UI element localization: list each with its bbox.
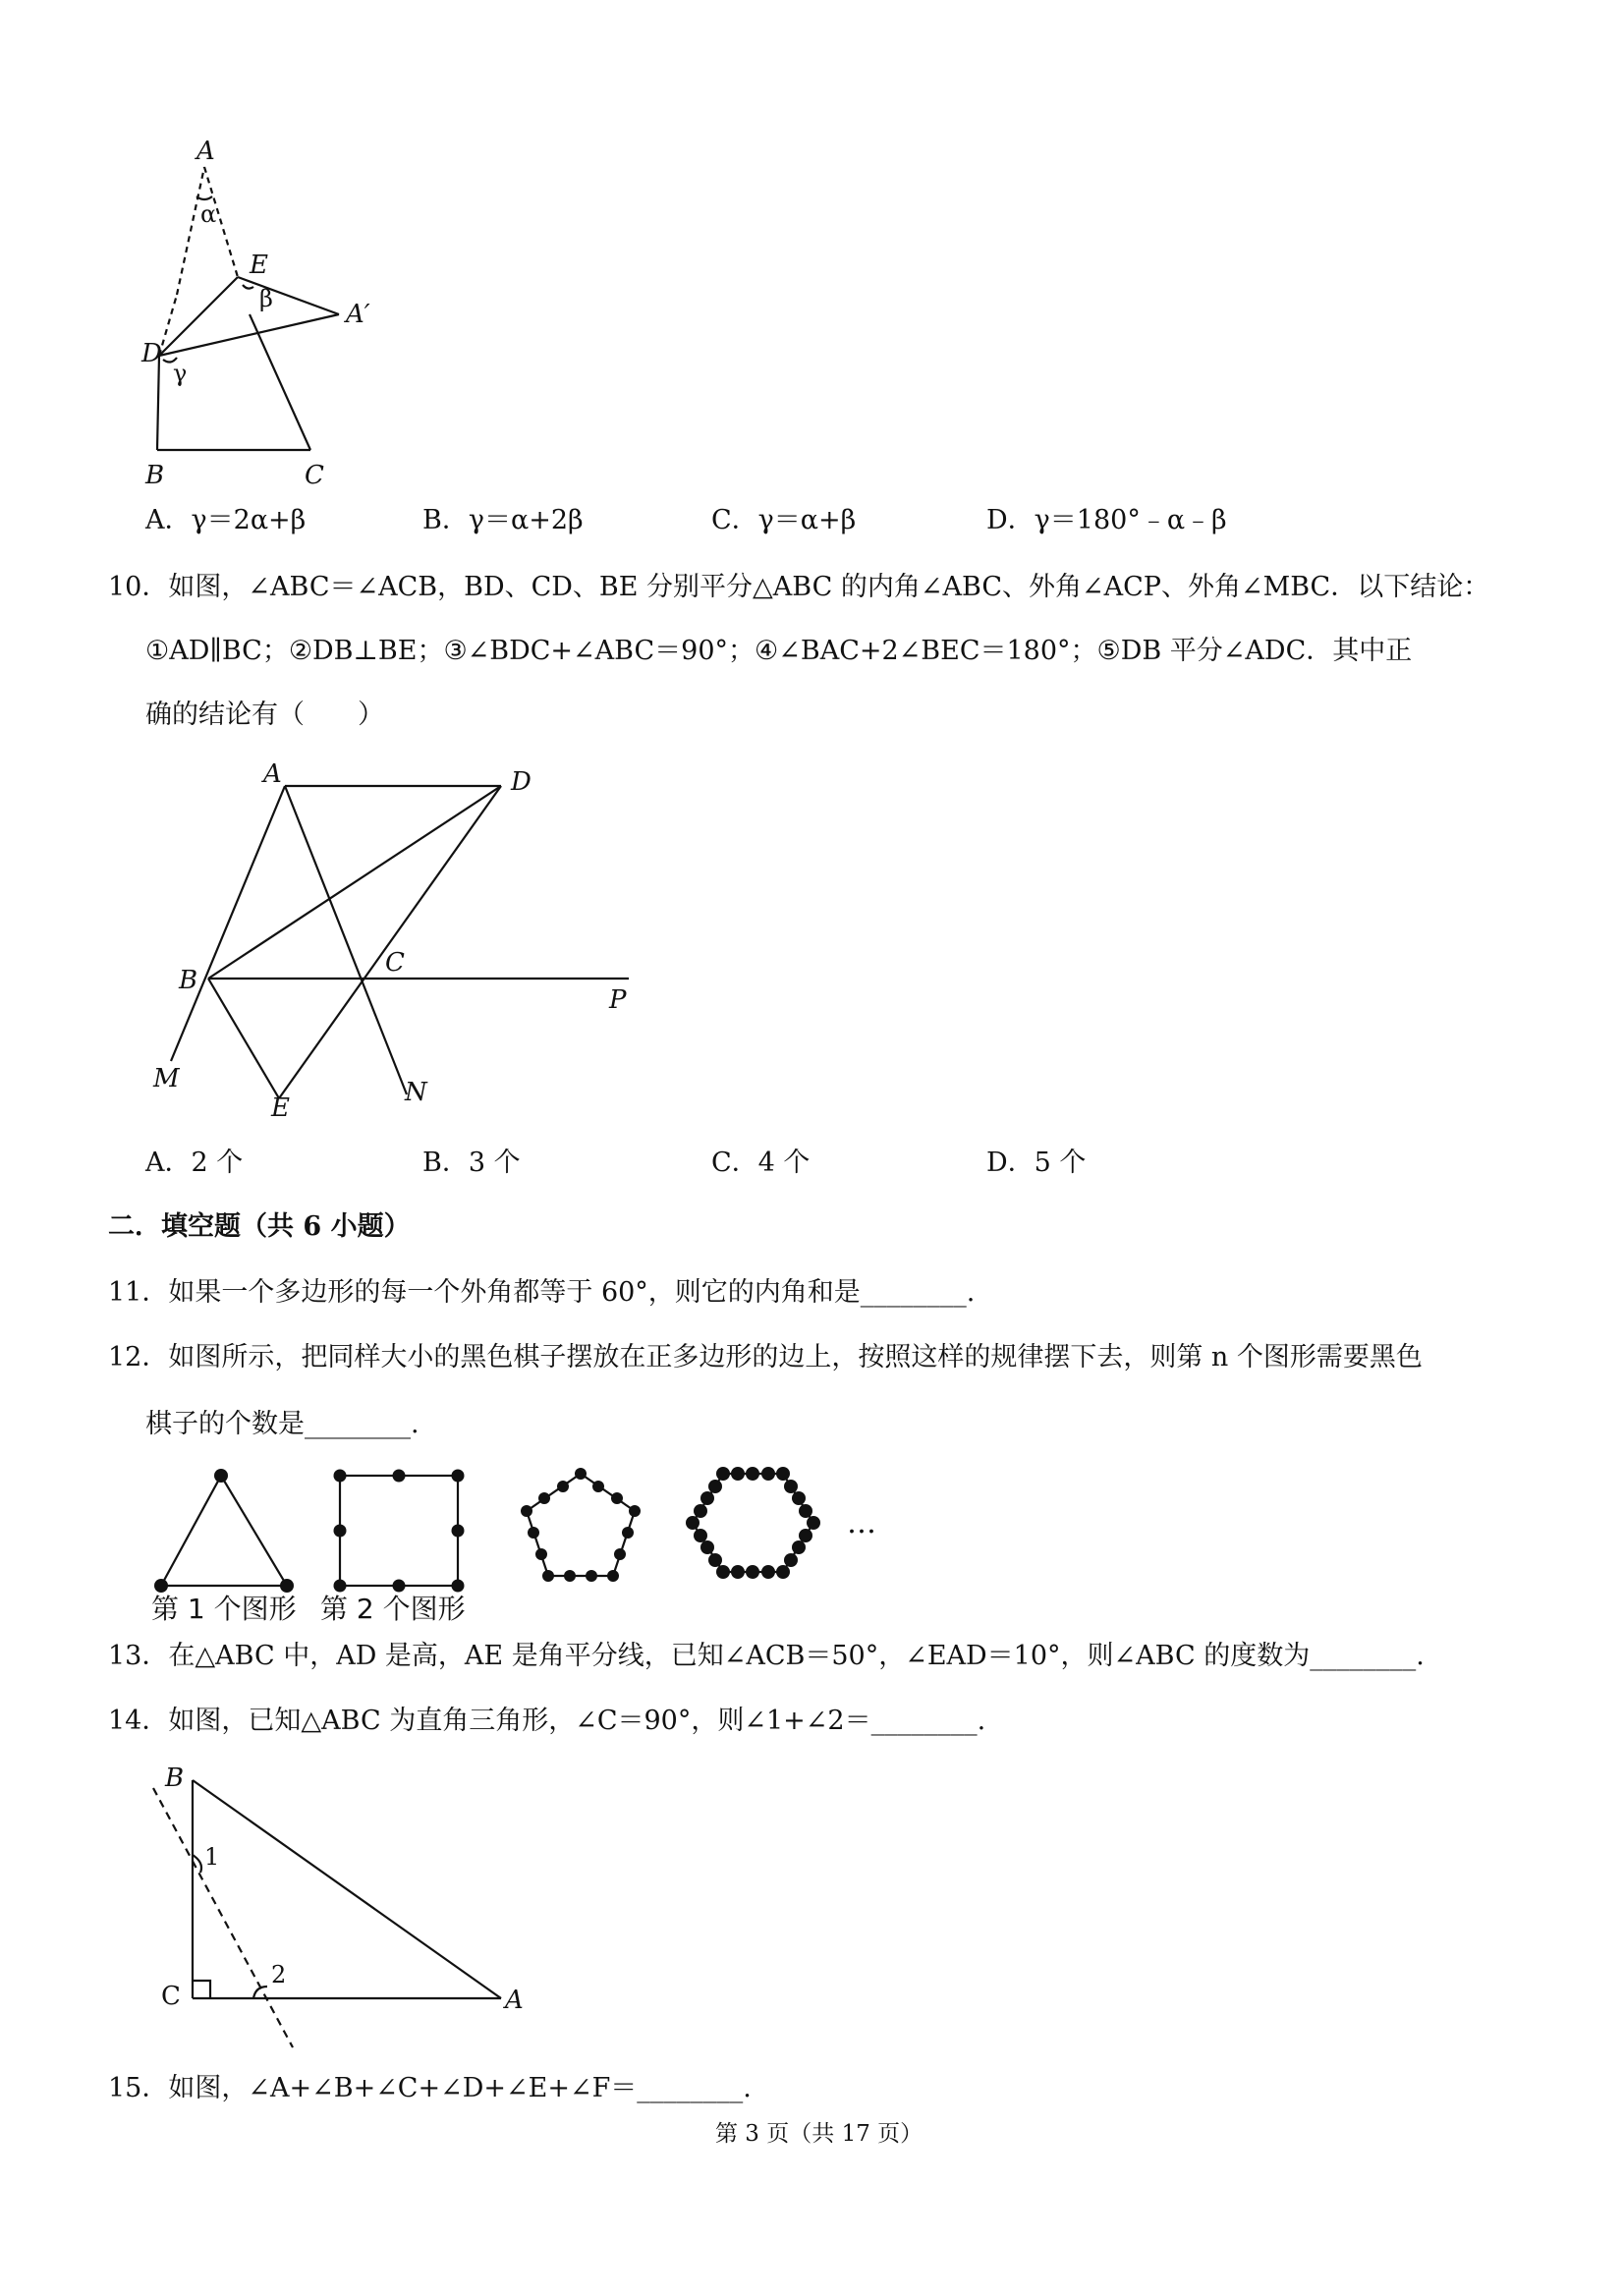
section-2-title: 二．填空题（共 6 小题） (108, 1211, 411, 1242)
q14-label-C: C (161, 1982, 181, 2011)
q9-label-A-prime: A′ (346, 300, 370, 329)
q12-stem-line2: 棋子的个数是________. (145, 1409, 420, 1439)
q14-stem: 14．如图，已知△ABC 为直角三角形，∠C＝90°，则∠1+∠2＝________. (108, 1706, 986, 1736)
q9-option-b: B．γ＝α+2β (422, 505, 584, 535)
q9-label-C: C (305, 461, 324, 490)
q10-label-P: P (609, 985, 627, 1015)
q10-label-C: C (385, 948, 405, 978)
q10-label-N: N (405, 1078, 427, 1107)
q9-label-B: B (145, 461, 165, 490)
q10-label-A: A (263, 759, 282, 789)
q9-label-A: A (196, 137, 215, 166)
q9-label-gamma: γ (173, 360, 188, 387)
q9-label-beta: β (259, 285, 273, 312)
q12-stem-line1: 12．如图所示，把同样大小的黑色棋子摆放在正多边形的边上，按照这样的规律摆下去，则第 n 个图形需要黑色 (108, 1342, 1423, 1372)
q9-option-a: A．γ＝2α+β (145, 505, 307, 535)
q12-ellipsis: … (847, 1506, 876, 1540)
q15-stem: 15．如图，∠A+∠B+∠C+∠D+∠E+∠F＝________. (108, 2073, 752, 2103)
q10-option-d: D．5 个 (986, 1148, 1087, 1178)
q14-label-A: A (505, 1986, 524, 2015)
q9-label-D: D (141, 339, 162, 368)
q9-figure (128, 138, 413, 491)
q13-stem: 13．在△ABC 中，AD 是高，AE 是角平分线，已知∠ACB＝50°，∠EAD＝10°，则∠ABC 的度数为________. (108, 1641, 1425, 1671)
q9-option-d: D．γ＝180°﹣α﹣β (986, 505, 1227, 535)
q9-label-alpha: α (200, 200, 217, 228)
q14-label-B: B (165, 1764, 185, 1793)
q10-label-M: M (153, 1064, 180, 1093)
q14-label-1: 1 (204, 1843, 220, 1871)
q12-caption-figure2: 第 2 个图形 (320, 1593, 466, 1625)
page-footer: 第 3 页（共 17 页） (715, 2121, 923, 2147)
q10-option-c: C．4 个 (711, 1148, 811, 1178)
q14-figure (147, 1759, 540, 2063)
q10-figure (147, 756, 658, 1130)
q10-stem-line3: 确的结论有（ ） (145, 700, 384, 730)
q10-stem-line1: 10．如图，∠ABC＝∠ACB，BD、CD、BE 分别平分△ABC 的内角∠ABC、外角∠ACP、外角∠MBC．以下结论： (108, 572, 1490, 602)
q14-label-2: 2 (271, 1961, 287, 1988)
q10-label-D: D (511, 767, 532, 797)
q11-stem: 11．如果一个多边形的每一个外角都等于 60°，则它的内角和是________. (108, 1277, 976, 1308)
q10-stem-line2: ①AD∥BC；②DB⊥BE；③∠BDC+∠ABC＝90°；④∠BAC+2∠BEC＝180°；⑤DB 平分∠ADC．其中正 (145, 636, 1413, 666)
q9-label-E: E (250, 251, 268, 280)
q10-option-b: B．3 个 (422, 1148, 521, 1178)
q10-option-a: A．2 个 (145, 1148, 244, 1178)
q10-label-B: B (179, 966, 198, 995)
q12-caption-figure1: 第 1 个图形 (151, 1593, 297, 1625)
q9-option-c: C．γ＝α+β (711, 505, 857, 535)
q10-label-E: E (271, 1093, 290, 1123)
